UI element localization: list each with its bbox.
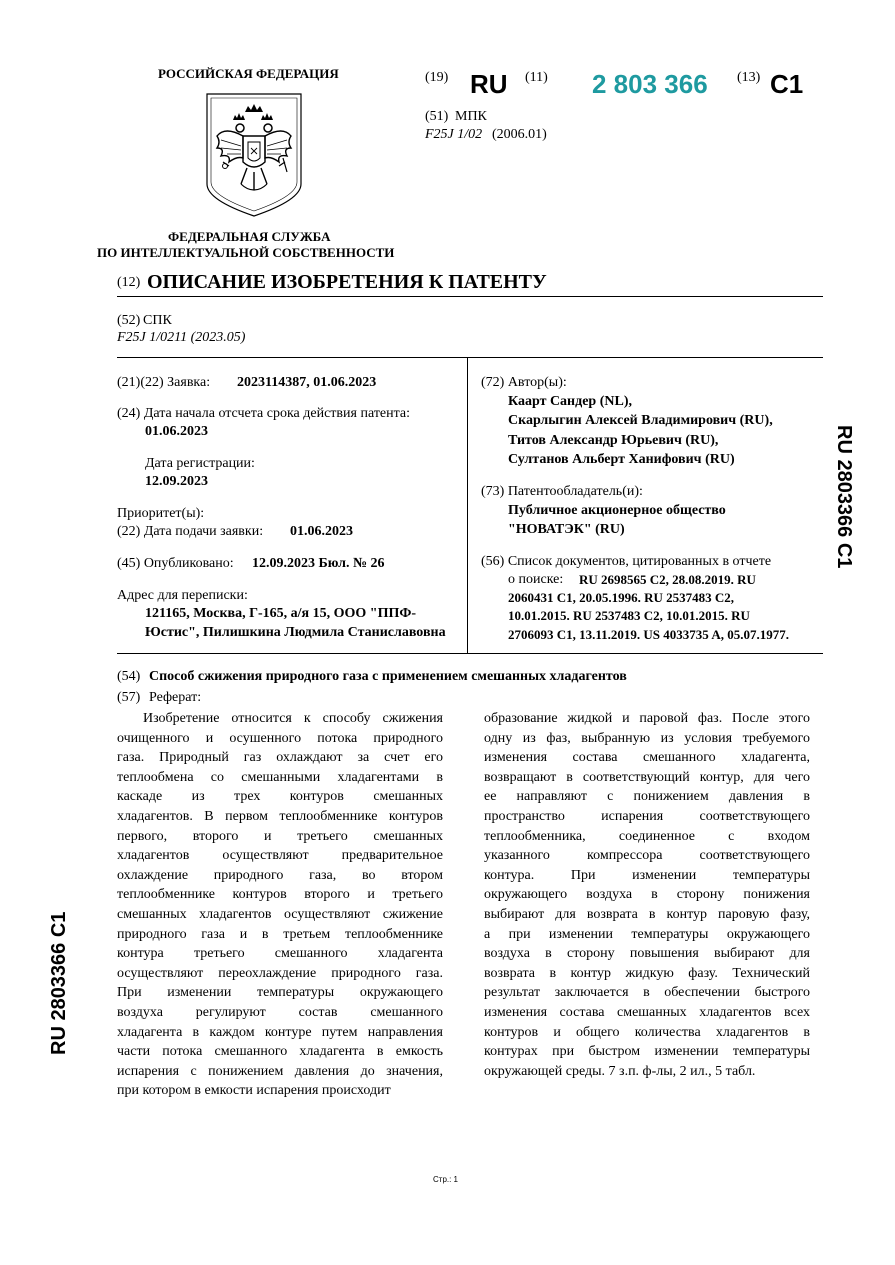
cited-line: RU 2698565 C2, 28.08.2019. RU (579, 572, 756, 587)
author-item: Каарт Сандер (NL), (508, 394, 632, 409)
abstract-column-left (117, 709, 443, 1101)
code-19: (19) (425, 70, 449, 85)
abstract-line: результат заключается в обеспечении быстрого (484, 985, 810, 1001)
column-divider (467, 357, 468, 653)
abstract-line: контурах при быстром изменении температуры (484, 1044, 810, 1060)
country-code: RU (470, 69, 508, 99)
abstract-line: контура. При изменении температуры (484, 867, 810, 883)
biblio-top-rule (117, 357, 823, 358)
code-57: (57) (117, 690, 141, 705)
kind-code: C1 (770, 69, 804, 99)
cited-line: 10.01.2015. RU 2537483 C2, 10.01.2015. RU (508, 608, 750, 623)
abstract-line: теплообменнике контуров второго и третьего (117, 887, 443, 903)
abstract-line: а при изменении температуры окружающего (484, 926, 810, 942)
owner-line1: Публичное акционерное общество (508, 503, 726, 518)
published-label: (45) Опубликовано: (117, 556, 234, 571)
abstract-line: при котором в емкости испарения происходит (117, 1083, 391, 1099)
authors-label: (72) Автор(ы): (481, 375, 567, 390)
abstract-line: осуществляют переохлаждение природного газа. (117, 965, 443, 981)
term-start-label: (24) Дата начала отсчета срока действия патента: (117, 406, 411, 421)
abstract-line: первого, второго и третьего смешанных (117, 828, 443, 844)
abstract-line: теплообменника, соединенное с входом (484, 828, 810, 844)
abstract-line: контура третьего смешанного хладагента (117, 946, 443, 962)
address-label: Адрес для переписки: (117, 588, 248, 603)
abstract-line: Изобретение относится к способу сжижения (143, 711, 443, 726)
abstract-line: хладагентов осуществляют предварительное (117, 848, 443, 864)
page-number: Стр.: 1 (433, 1175, 459, 1184)
abstract-line: изменения состава смешанного хладагента, (484, 750, 810, 766)
address-line1: 121165, Москва, Г-165, а/я 15, ООО "ППФ- (145, 606, 417, 621)
abstract-line: испарения с понижением давления до значения, (117, 1063, 443, 1079)
abstract-line: каскаде из трех контуров смешанных (117, 789, 443, 805)
author-item: Скарлыгин Алексей Владимирович (RU), (508, 413, 773, 428)
owner-line2: "НОВАТЭК" (RU) (508, 522, 625, 537)
registration-label: Дата регистрации: (145, 456, 255, 471)
cited-line: 2706093 C1, 13.11.2019. US 4033735 A, 05.07.1977. (508, 627, 789, 642)
code-54: (54) (117, 669, 141, 684)
owner-label: (73) Патентообладатель(и): (481, 484, 643, 499)
side-number-left: RU 2803366 C1 (48, 911, 70, 1055)
cited-label-line2: о поиске: (508, 572, 564, 587)
abstract-line: теплообмена со смешанными хладагентами в (117, 769, 443, 785)
country-name: РОССИЙСКАЯ ФЕДЕРАЦИЯ (158, 66, 339, 81)
state-emblem-icon (203, 92, 305, 218)
spk-value: F25J 1/0211 (2023.05) (117, 330, 246, 345)
priority-label: Приоритет(ы): (117, 506, 205, 521)
abstract-line: воздуха в сторону повышения выбирают для (484, 946, 810, 962)
application-label: (21)(22) Заявка: (117, 375, 211, 390)
abstract-line: очищенного и осушенного потока природного (117, 730, 443, 746)
abstract-line: смешанных хладагентов осуществляют сжижение (117, 906, 443, 922)
agency-name-line2: ПО ИНТЕЛЛЕКТУАЛЬНОЙ СОБСТВЕННОСТИ (97, 245, 395, 260)
spk-label: СПК (143, 313, 172, 328)
application-value: 2023114387, 01.06.2023 (237, 375, 377, 390)
filing-value: 01.06.2023 (290, 524, 353, 539)
abstract-line: образование жидкой и паровой фаз. После этого (484, 711, 810, 726)
code-13: (13) (737, 70, 761, 85)
abstract-line: изменения состава смешанных хладагентов всех (484, 1004, 810, 1020)
code-12: (12) (117, 275, 141, 290)
abstract-line: части потока смешанного хладагента в емкость (117, 1044, 443, 1060)
abstract-line: воздуха регулируют состав смешанного (117, 1004, 443, 1020)
author-item: Титов Александр Юрьевич (RU), (508, 433, 719, 448)
abstract-column-right (484, 709, 810, 1081)
cited-label-line1: (56) Список документов, цитированных в отчете (481, 554, 772, 569)
abstract-line: окружающего воздуха в сторону понижения (484, 887, 810, 903)
mpk-label: МПК (455, 109, 487, 124)
abstract-line: одну из фаз, выбранную из условия требуемого (484, 730, 810, 746)
abstract-line: окружающей среды. 7 з.п. ф-лы, 2 ил., 5 табл. (484, 1063, 756, 1079)
mpk-class: F25J 1/02 (425, 127, 483, 142)
invention-title: Способ сжижения природного газа с применением смешанных хладагентов (149, 669, 627, 684)
title-rule (117, 296, 823, 297)
filing-label: (22) Дата подачи заявки: (117, 524, 264, 539)
abstract-line: контуров и общего количества хладагентов в (484, 1024, 810, 1040)
mpk-version: (2006.01) (492, 127, 547, 142)
document-title: ОПИСАНИЕ ИЗОБРЕТЕНИЯ К ПАТЕНТУ (147, 271, 547, 293)
abstract-line: хладагентов. В первом теплообменнике контуров (117, 808, 443, 824)
code-52: (52) (117, 313, 141, 328)
code-51: (51) (425, 109, 449, 124)
abstract-line: пространство испарения соответствующего (484, 808, 810, 824)
abstract-line: При изменении температуры окружающего (117, 985, 443, 1001)
abstract-line: ее направляют с понижением давления в (484, 789, 810, 805)
abstract-line: возвращают в соответствующий контур, для чего (484, 769, 810, 785)
address-line2: Юстис", Пилишкина Людмила Станиславовна (145, 625, 446, 640)
patent-number: 2 803 366 (592, 69, 708, 99)
abstract-line: природного газа и в третьем теплообменнике (117, 926, 443, 942)
abstract-line: выбирают для возврата в контур паровую фазу, (484, 906, 810, 922)
abstract-line: охлаждение природного газа, во втором (117, 867, 443, 883)
abstract-label: Реферат: (149, 690, 202, 705)
cited-line: 2060431 C1, 20.05.1996. RU 2537483 C2, (508, 590, 735, 605)
abstract-line: возврата в контур жидкую фазу. Технический (484, 965, 810, 981)
agency-name-line1: ФЕДЕРАЛЬНАЯ СЛУЖБА (168, 229, 331, 244)
abstract-line: газа. Природный газ охлаждают за счет его (117, 750, 443, 766)
registration-value: 12.09.2023 (145, 474, 208, 489)
abstract-line: хладагента в каждом контуре путем направления (117, 1024, 443, 1040)
term-start-value: 01.06.2023 (145, 424, 208, 439)
code-11: (11) (525, 70, 548, 85)
published-value: 12.09.2023 Бюл. № 26 (252, 556, 385, 571)
side-number-right: RU 2803366 C1 (833, 425, 855, 569)
biblio-bottom-rule (117, 653, 823, 654)
author-item: Султанов Альберт Ханифович (RU) (508, 452, 735, 467)
abstract-line: указанного компрессора соответствующего (484, 848, 810, 864)
